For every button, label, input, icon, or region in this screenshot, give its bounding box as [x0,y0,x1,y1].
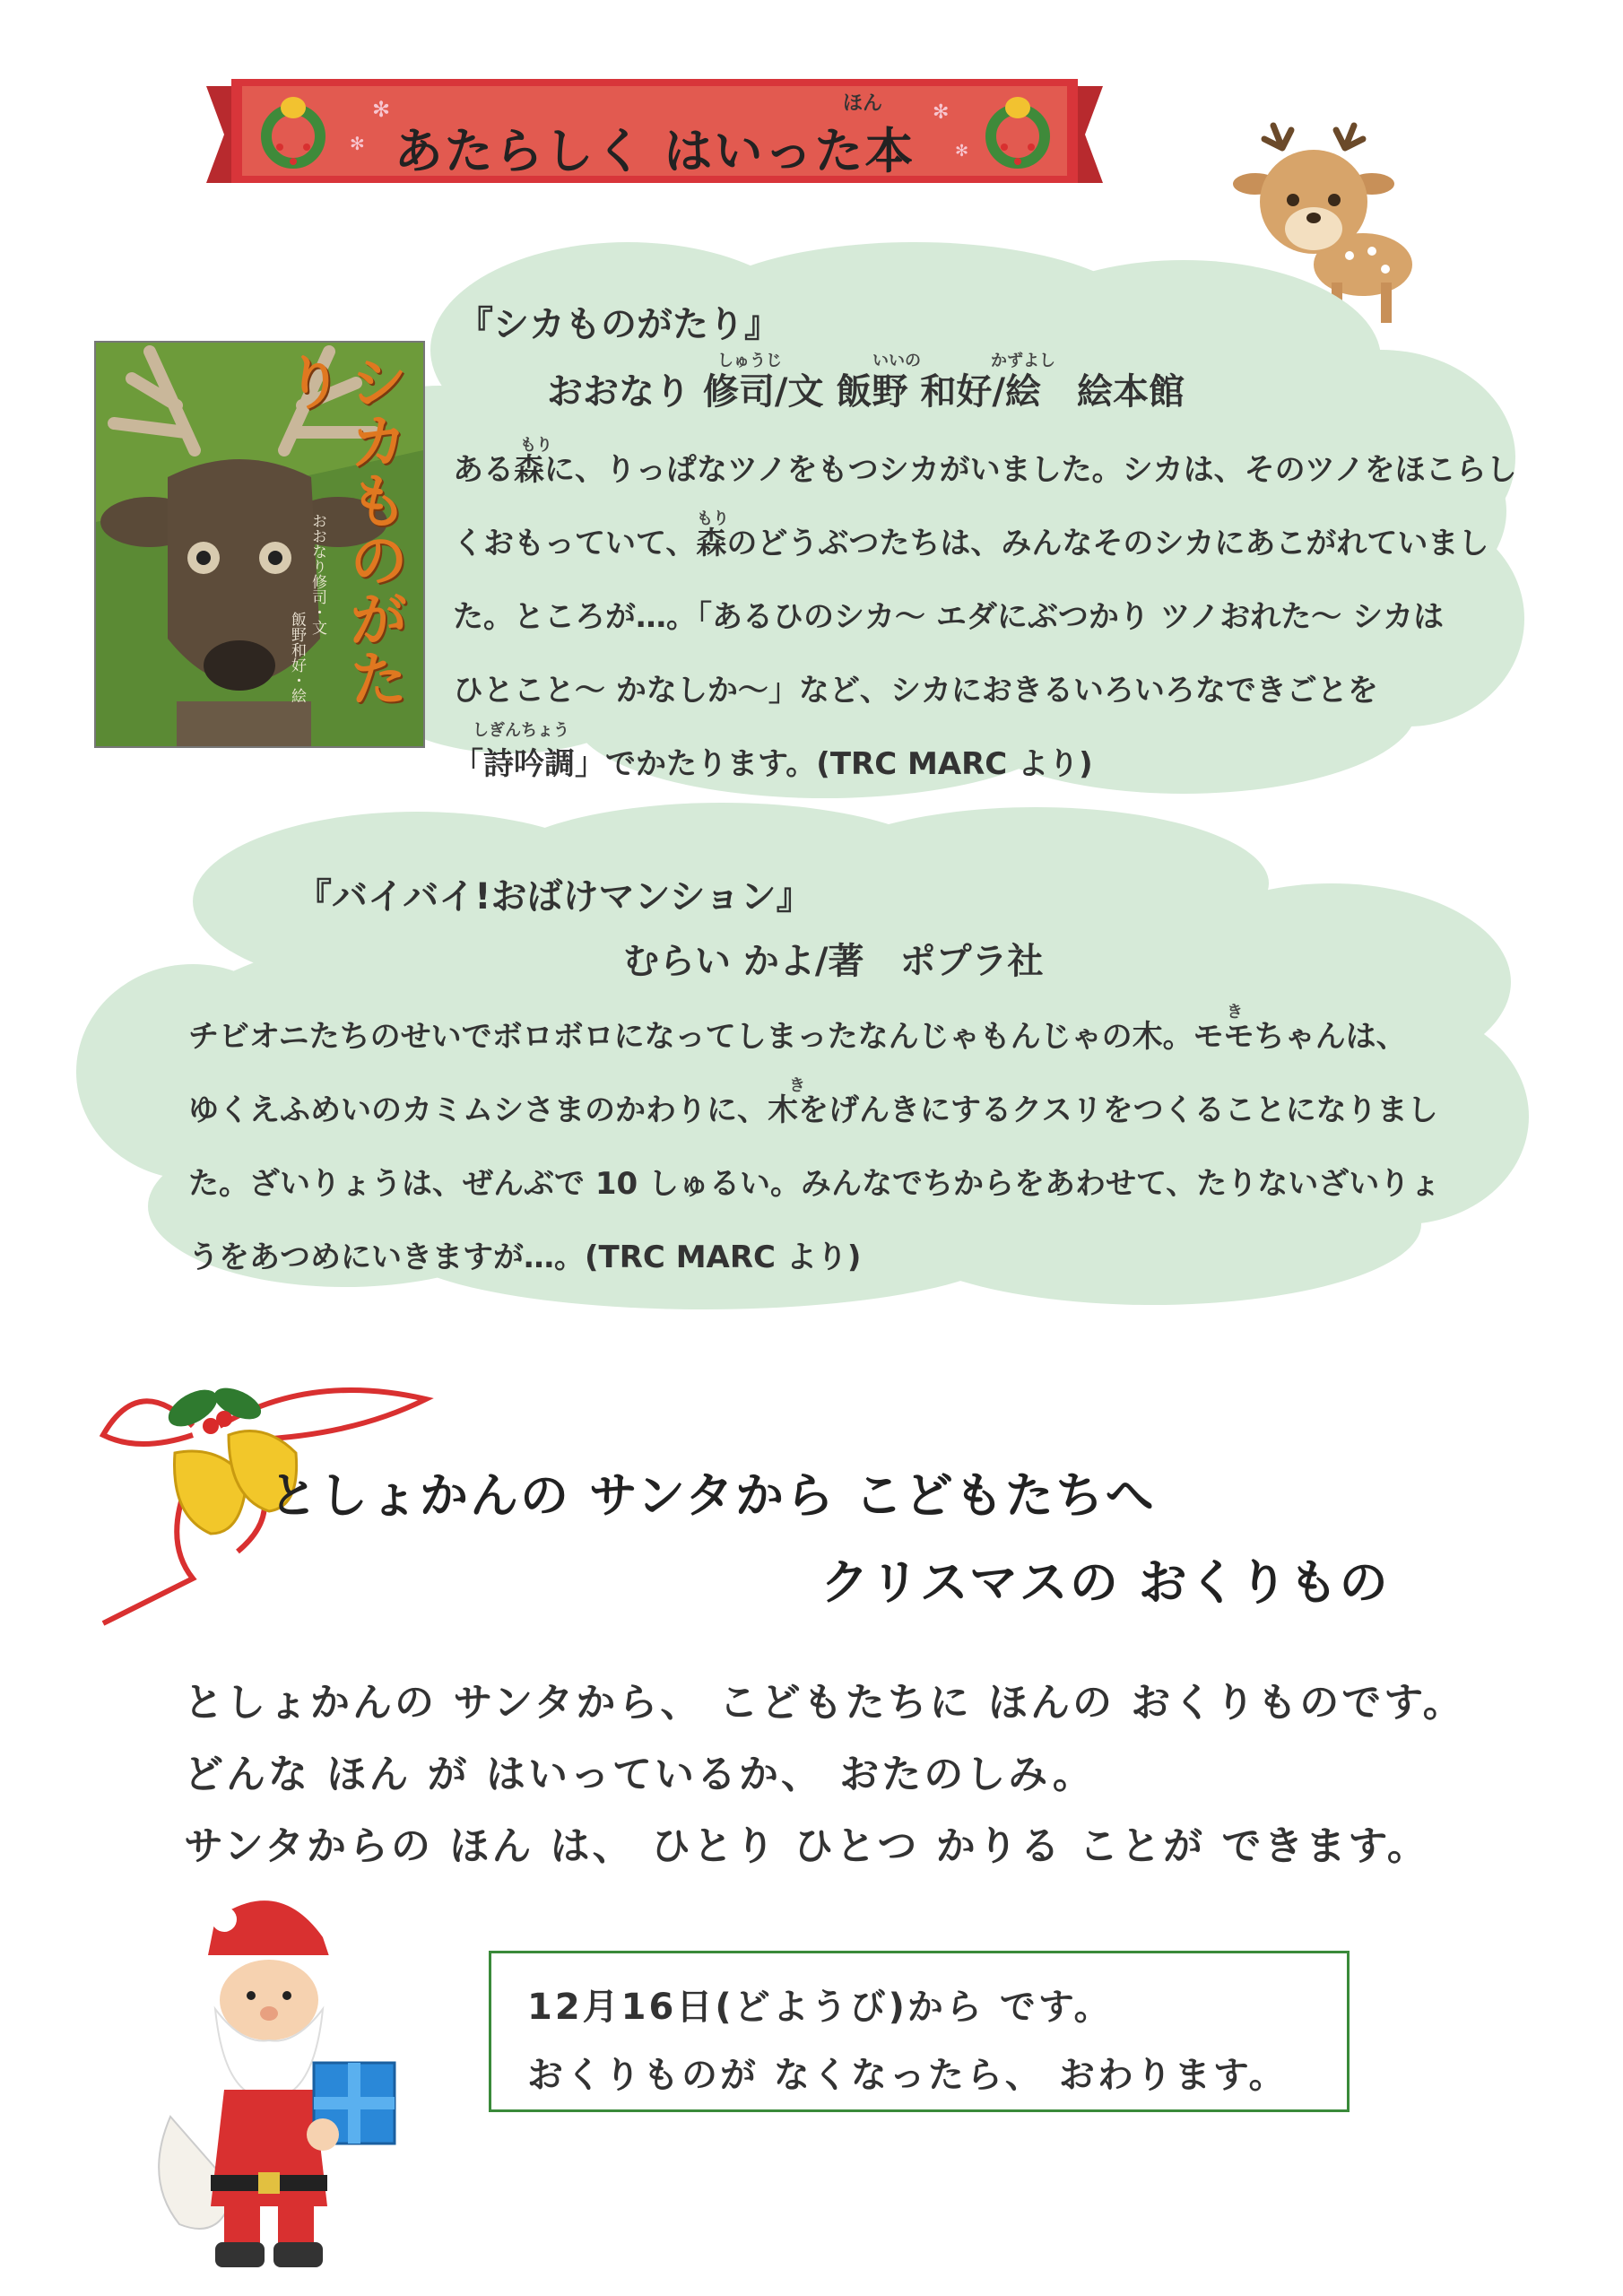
description-line: た。ところが…。「あるひのシカ～ エダにぶつかり ツノおれた～ シカは [453,599,1445,635]
body-text: どんな ほん が はいっているか、 おたのしみ。 [184,1752,1095,1797]
notice-text: 12月16日(どようび)から です。 [527,1987,1113,2028]
description-line: くおもっていて、森のどうぶつたちは、みんなそのシカにあこがれていまし [453,526,1489,561]
cover-title: シカものがたり [274,352,408,707]
snowflake-icon: ✻ [350,133,365,154]
ruby-text: かずよし [991,352,1055,370]
description-line: た。ざいりょうは、ぜんぶで 10 しゅるい。みんなでちからをあわせて、たりないざいりょ [188,1166,1441,1202]
notice-box [489,1951,1350,2112]
book-credit: おおなり 修司/文 飯野 和好/絵 絵本館 [547,371,1185,413]
description-line: チビオニたちのせいでボロボロになってしまったなんじゃもんじゃの木。モモちゃんは、 [188,1019,1407,1055]
ruby-text: もり [520,436,552,455]
description-line: 「詩吟調」でかたります。(TRC MARC より) [453,746,1093,782]
ruby-text: き [1227,1003,1243,1022]
ruby-text: いいの [872,352,921,370]
book-title: 『バイバイ!おばけマンション』 [296,876,812,918]
book-credit: むらい かよ/著 ポプラ社 [623,941,1044,982]
description-line: うをあつめにいきますが…。(TRC MARC より) [188,1239,862,1275]
snowflake-icon: ✻ [372,97,391,122]
book-description [188,1000,1515,1294]
title-ruby: ほん [843,92,883,115]
snowflake-icon: ✻ [955,142,969,161]
section-heading: としょかんの サンタから こどもたちへ [269,1467,1156,1524]
cover-author: おおなり修司・文 [308,513,326,635]
book-description [453,433,1529,801]
page-title: あたらしく はいった本 [394,123,916,179]
cover-illustrator: 飯野和好・絵 [288,612,306,703]
description-line: ひとこと～ かなしか～」など、シカにおきるいろいろなできごとを [453,673,1378,709]
snowflake-icon: ✻ [933,101,950,124]
ruby-text: しぎんちょう [473,721,569,740]
book-cover [94,341,425,748]
description-line: ゆくえふめいのカミムシさまのかわりに、木をげんきにするクスリをつくることになりまし [188,1092,1438,1128]
ruby-text: き [789,1076,805,1095]
description-line: ある森に、りっぱなツノをもつシカがいました。シカは、そのツノをほこらし [453,452,1517,488]
book-title: 『シカものがたり』 [457,304,780,345]
ruby-text: もり [697,509,729,528]
header-banner [206,79,1103,190]
ruby-text: しゅうじ [717,352,782,370]
section-heading: クリスマスの おくりもの [820,1554,1390,1611]
body-text: サンタからの ほん は、 ひとり ひとつ かりる ことが できます。 [184,1823,1429,1869]
body-text: としょかんの サンタから、 こどもたちに ほんの おくりものです。 [184,1680,1465,1726]
santa-illustration [143,1883,421,2278]
notice-text: おくりものが なくなったら、 おわります。 [527,2055,1288,2096]
